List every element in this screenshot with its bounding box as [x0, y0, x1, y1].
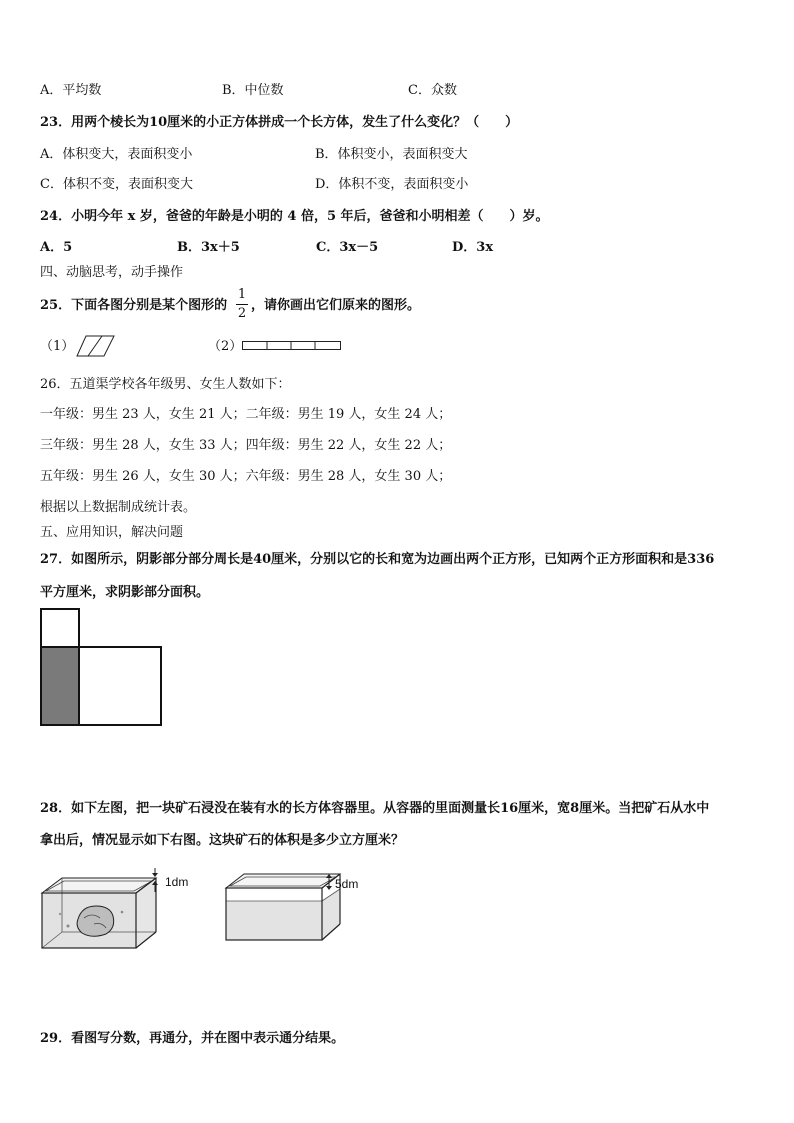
q25-label-1: （1） [40, 339, 75, 354]
q25-stem-after: ，请你画出它们原来的图形。 [251, 298, 421, 313]
q23-option-a: A．体积变大，表面积变小 [40, 147, 193, 162]
half-strip-figure [242, 341, 344, 353]
q25-stem-before: 25．下面各图分别是某个图形的 [40, 298, 228, 313]
q23-option-c: C．体积不变，表面积变大 [40, 177, 193, 192]
q24-option-d: D．3x [452, 240, 494, 255]
q24-option-a: A．5 [40, 240, 73, 255]
q23-option-b: B．体积变小，表面积变大 [315, 147, 468, 162]
shaded-rectangle-squares-figure [40, 608, 164, 728]
q22-option-b: B．中位数 [222, 83, 284, 98]
q27-line-2: 平方厘米，求阴影部分面积。 [40, 585, 210, 600]
q28-line-2: 拿出后，情况显示如下右图。这块矿石的体积是多少立方厘米？ [40, 833, 405, 848]
section-4-heading: 四、动脑思考，动手操作 [40, 265, 184, 280]
q26-line-2: 三年级：男生 28 人，女生 33 人；四年级：男生 22 人，女生 22 人； [40, 438, 452, 453]
q26-stem: 26．五道渠学校各年级男、女生人数如下： [40, 377, 291, 392]
q23-stem: 23．用两个棱长为10厘米的小正方体拼成一个长方体，发生了什么变化？（ ） [40, 115, 519, 130]
q26-line-3: 五年级：男生 26 人，女生 30 人；六年级：男生 28 人，女生 30 人； [40, 469, 452, 484]
q22-option-a: A．平均数 [40, 83, 102, 98]
q24-option-b: B．3x＋5 [177, 240, 240, 255]
q25-label-2: （2） [208, 339, 243, 354]
fraction-denominator: 2 [237, 306, 247, 321]
q24-option-c: C．3x－5 [316, 240, 379, 255]
section-5-heading: 五、应用知识，解决问题 [40, 525, 184, 540]
q22-option-c: C．众数 [408, 83, 457, 98]
q28-line-1: 28．如下左图，把一块矿石浸没在装有水的长方体容器里。从容器的里面测量长16厘米，宽8厘米。当把矿石从水中 [40, 801, 710, 816]
q27-line-1: 27．如图所示，阴影部分部分周长是40厘米，分别以它的长和宽为边画出两个正方形，已知两个正方形面积和是336 [40, 552, 715, 567]
q29-stem: 29．看图写分数，再通分，并在图中表示通分结果。 [40, 1031, 345, 1046]
q26-line-4: 根据以上数据制成统计表。 [40, 500, 197, 515]
fraction-numerator: 1 [237, 287, 247, 302]
half-parallelogram-figure [76, 334, 120, 358]
q24-stem: 24．小明今年 x 岁，爸爸的年龄是小明的 4 倍，5 年后，爸爸和小明相差（ ）岁。 [40, 209, 549, 224]
left-dimension-label: 1dm [165, 875, 189, 889]
q23-option-d: D．体积不变，表面积变小 [315, 177, 469, 192]
q26-line-1: 一年级：男生 23 人，女生 21 人；二年级：男生 19 人，女生 24 人； [40, 407, 452, 422]
fraction-bar [236, 304, 248, 305]
right-dimension-label: 5dm [335, 877, 359, 891]
